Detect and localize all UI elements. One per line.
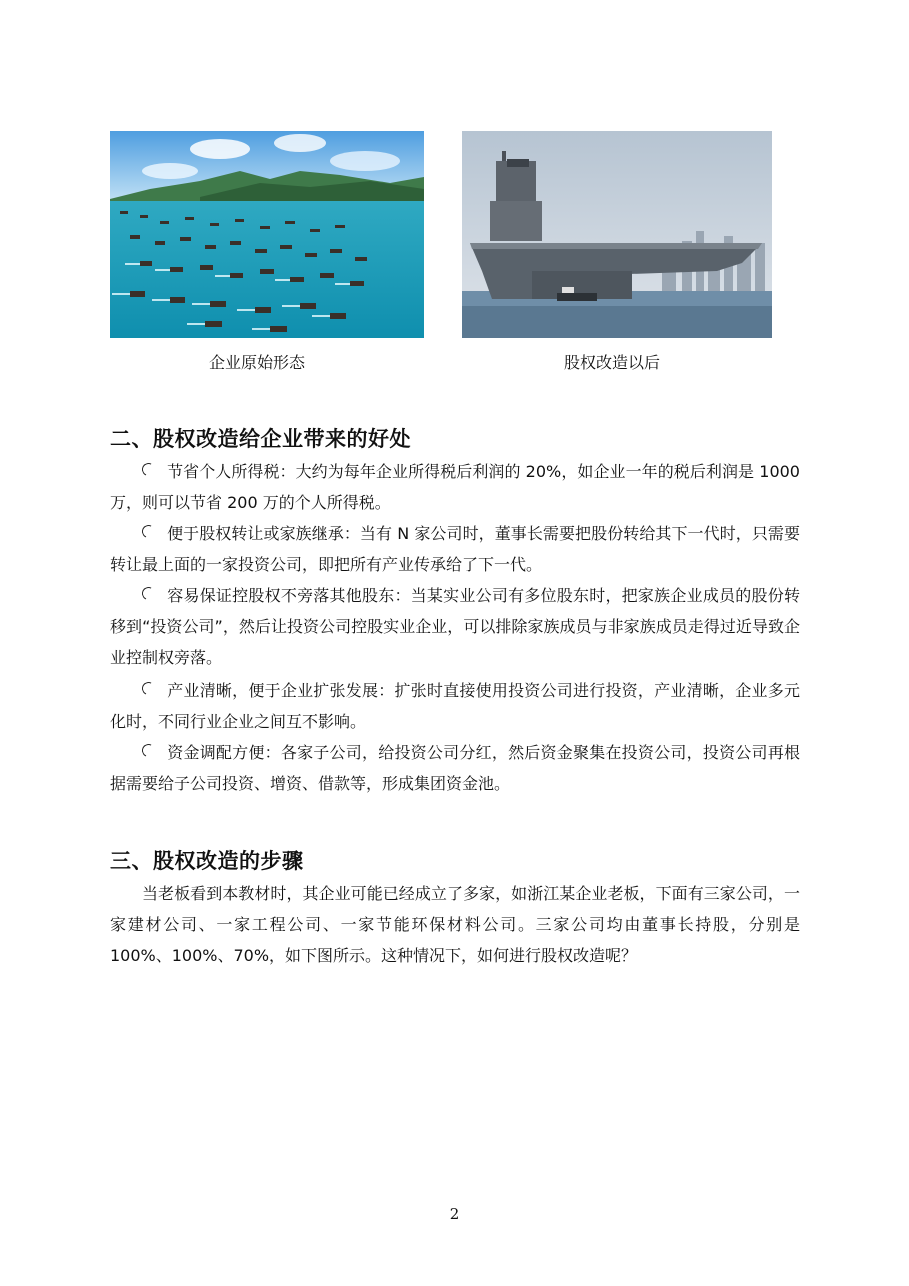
benefit-text: 产业清晰，便于企业扩张发展：扩张时直接使用投资公司进行投资，产业清晰，企业多元化时，不同行业企业之间互不影响。 [110, 681, 800, 731]
section-heading-benefits: 二、股权改造给企业带来的好处 [110, 427, 411, 451]
benefit-text: 便于股权转让或家族继承：当有 N 家公司时，董事长需要把股份转给其下一代时，只需要转让最上面的一家投资公司，即把所有产业传承给了下一代。 [110, 524, 800, 574]
bullet-icon [140, 742, 157, 759]
bullet-icon [140, 523, 157, 540]
section-heading-steps: 三、股权改造的步骤 [110, 849, 304, 873]
bullet-icon [140, 461, 157, 478]
benefit-item [110, 518, 800, 580]
fleet-photo [110, 131, 424, 338]
left-image-caption: 企业原始形态 [208, 353, 305, 372]
benefit-item [110, 456, 800, 518]
bullet-icon [140, 680, 157, 697]
benefit-item [110, 737, 800, 799]
benefit-text: 容易保证控股权不旁落其他股东：当某实业公司有多位股东时，把家族企业成员的股份转移到“投资公司”，然后让投资公司控股实业企业，可以排除家族成员与非家族成员走得过近导致企业控制权旁落。 [110, 586, 800, 667]
steps-paragraph: 当老板看到本教材时，其企业可能已经成立了多家，如浙江某企业老板，下面有三家公司，一家建材公司、一家工程公司、一家节能环保材料公司。三家公司均由董事长持股，分别是 100%、100%、70%，如下图所示。这种情况下，如何进行股权改造呢？ [110, 884, 800, 965]
page-number: 2 [449, 1205, 460, 1223]
benefit-text: 资金调配方便：各家子公司，给投资公司分红，然后资金聚集在投资公司，投资公司再根据需要给子公司投资、增资、借款等，形成集团资金池。 [110, 743, 800, 793]
benefit-text: 节省个人所得税：大约为每年企业所得税后利润的 20%，如企业一年的税后利润是 1000 万，则可以节省 200 万的个人所得税。 [110, 462, 800, 512]
aircraft-carrier-photo [462, 131, 772, 338]
bullet-icon [140, 585, 157, 602]
right-image-caption: 股权改造以后 [563, 353, 660, 372]
benefit-item [110, 580, 800, 673]
benefit-item [110, 675, 800, 737]
